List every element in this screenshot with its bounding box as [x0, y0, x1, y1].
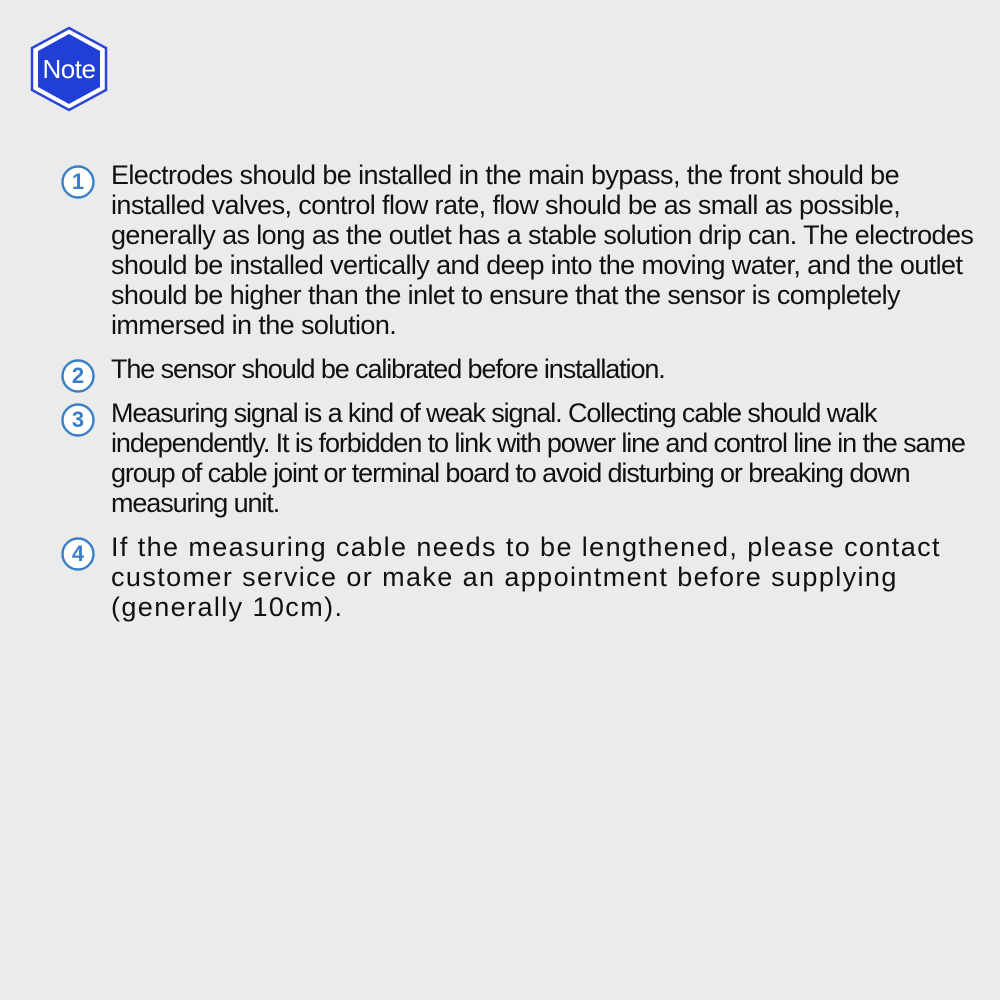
number-circle-icon [60, 402, 96, 438]
notes-list [60, 160, 980, 636]
item-number: 4 [71, 541, 85, 566]
note-label: Note [42, 53, 96, 84]
item-number: 3 [71, 407, 85, 432]
number-circle-icon [60, 164, 96, 200]
list-item [60, 354, 980, 388]
item-number: 1 [71, 169, 85, 194]
list-item [60, 532, 980, 622]
item-text: If the measuring cable needs to be lengthened, please contact customer service or make an appointment before supplying (generally 10cm). [111, 532, 941, 622]
item-text: The sensor should be calibrated before installation. [111, 354, 665, 384]
item-text: Electrodes should be installed in the main bypass, the front should be installed valves, control flow rate, flow should be as small as possible, generally as long as the outlet has a stable solution drip can. The electrodes should be installed vertically and deep into the moving water, and the outlet should be higher than the inlet to ensure that the sensor is completely immersed in the solution. [111, 160, 974, 340]
list-item [60, 160, 980, 340]
number-circle-icon [60, 536, 96, 572]
list-item [60, 398, 980, 518]
item-number: 2 [71, 363, 85, 388]
number-circle-icon [60, 358, 96, 394]
item-text: Measuring signal is a kind of weak signal. Collecting cable should walk independently. It is forbidden to link with power line and control line in the same group of cable joint or terminal board to avoid disturbing or breaking down measuring unit. [111, 398, 965, 518]
note-badge [30, 26, 108, 112]
